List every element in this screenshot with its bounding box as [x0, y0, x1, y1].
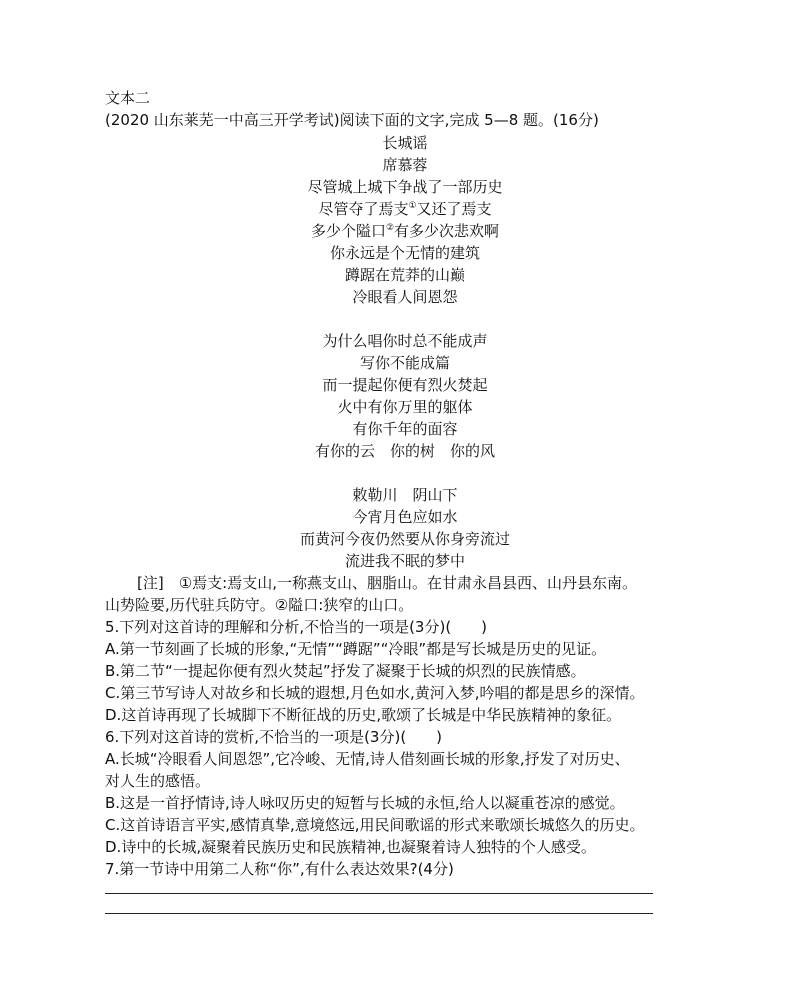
poem-line: 敕勒川 阴山下	[352, 486, 458, 504]
poem-line: 火中有你万里的躯体	[337, 398, 473, 416]
question-6-option-a-cont: 对人生的感悟。	[105, 772, 211, 790]
question-6-option-a: A.长城“冷眼看人间恩怨”,它冷峻、无情,诗人借刻画长城的形象,抒发了对历史、	[105, 750, 630, 768]
question-6-option-d: D.诗中的长城,凝聚着民族历史和民族精神,也凝聚着诗人独特的个人感受。	[105, 838, 596, 856]
answer-line[interactable]	[105, 893, 653, 894]
question-5-option-c: C.第三节写诗人对故乡和长城的遐想,月色如水,黄河入梦,吟唱的都是思乡的深情。	[105, 684, 645, 702]
note-line: [注] ①焉支:焉支山,一称燕支山、胭脂山。在甘肃永昌县西、山丹县东南。	[137, 574, 637, 592]
poem-line: 写你不能成篇	[359, 354, 450, 372]
poem-line: 尽管城上城下争战了一部历史	[307, 178, 503, 196]
poem-line: 为什么唱你时总不能成声	[322, 332, 488, 350]
question-7-stem: 7.第一节诗中用第二人称“你”,有什么表达效果?(4分)	[105, 860, 454, 878]
footnote-marker: ②	[385, 223, 395, 233]
question-5-option-a: A.第一节刻画了长城的形象,“无情”“蹲踞”“冷眼”都是写长城是历史的见证。	[105, 640, 607, 658]
poem-line: 尽管夺了焉支①又还了焉支	[318, 200, 492, 218]
poem-line: 有你千年的面容	[352, 420, 458, 438]
poem-line: 而黄河今夜仍然要从你身旁流过	[299, 530, 510, 548]
poem-line: 而一提起你便有烈火焚起	[322, 376, 488, 394]
question-6-stem: 6.下列对这首诗的赏析,不恰当的一项是(3分)( )	[105, 728, 443, 746]
poem-line: 多少个隘口②有多少次悲欢啊	[310, 222, 500, 240]
section-label: 文本二	[105, 89, 151, 107]
poem-title: 长城谣	[382, 134, 428, 152]
instruction: (2020 山东莱芜一中高三开学考试)阅读下面的文字,完成 5—8 题。(16分)	[105, 111, 599, 129]
question-5-option-d: D.这首诗再现了长城脚下不断征战的历史,歌颂了长城是中华民族精神的象征。	[105, 706, 622, 724]
poem-line: 蹲踞在荒莽的山巅	[344, 266, 465, 284]
note-line: 山势险要,历代驻兵防守。②隘口:狭窄的山口。	[105, 596, 414, 614]
poem-line: 你永远是个无情的建筑	[329, 244, 480, 262]
question-5-option-b: B.第二节“一提起你便有烈火焚起”抒发了凝聚于长城的炽烈的民族情感。	[105, 662, 586, 680]
footnote-marker: ①	[408, 201, 417, 211]
poem-line: 有你的云 你的树 你的风	[314, 442, 495, 460]
poem-author: 席慕蓉	[382, 156, 428, 174]
question-6-option-c: C.这首诗语言平实,感情真挚,意境悠远,用民间歌谣的形式来歌颂长城悠久的历史。	[105, 816, 645, 834]
question-6-option-b: B.这是一首抒情诗,诗人咏叹历史的短暂与长城的永恒,给人以凝重苍凉的感觉。	[105, 794, 625, 812]
poem-line: 今宵月色应如水	[352, 508, 458, 526]
poem-line: 冷眼看人间恩怨	[352, 288, 458, 306]
answer-line[interactable]	[105, 913, 653, 914]
poem-line: 流进我不眠的梦中	[344, 552, 465, 570]
question-5-stem: 5.下列对这首诗的理解和分析,不恰当的一项是(3分)( )	[105, 618, 488, 636]
